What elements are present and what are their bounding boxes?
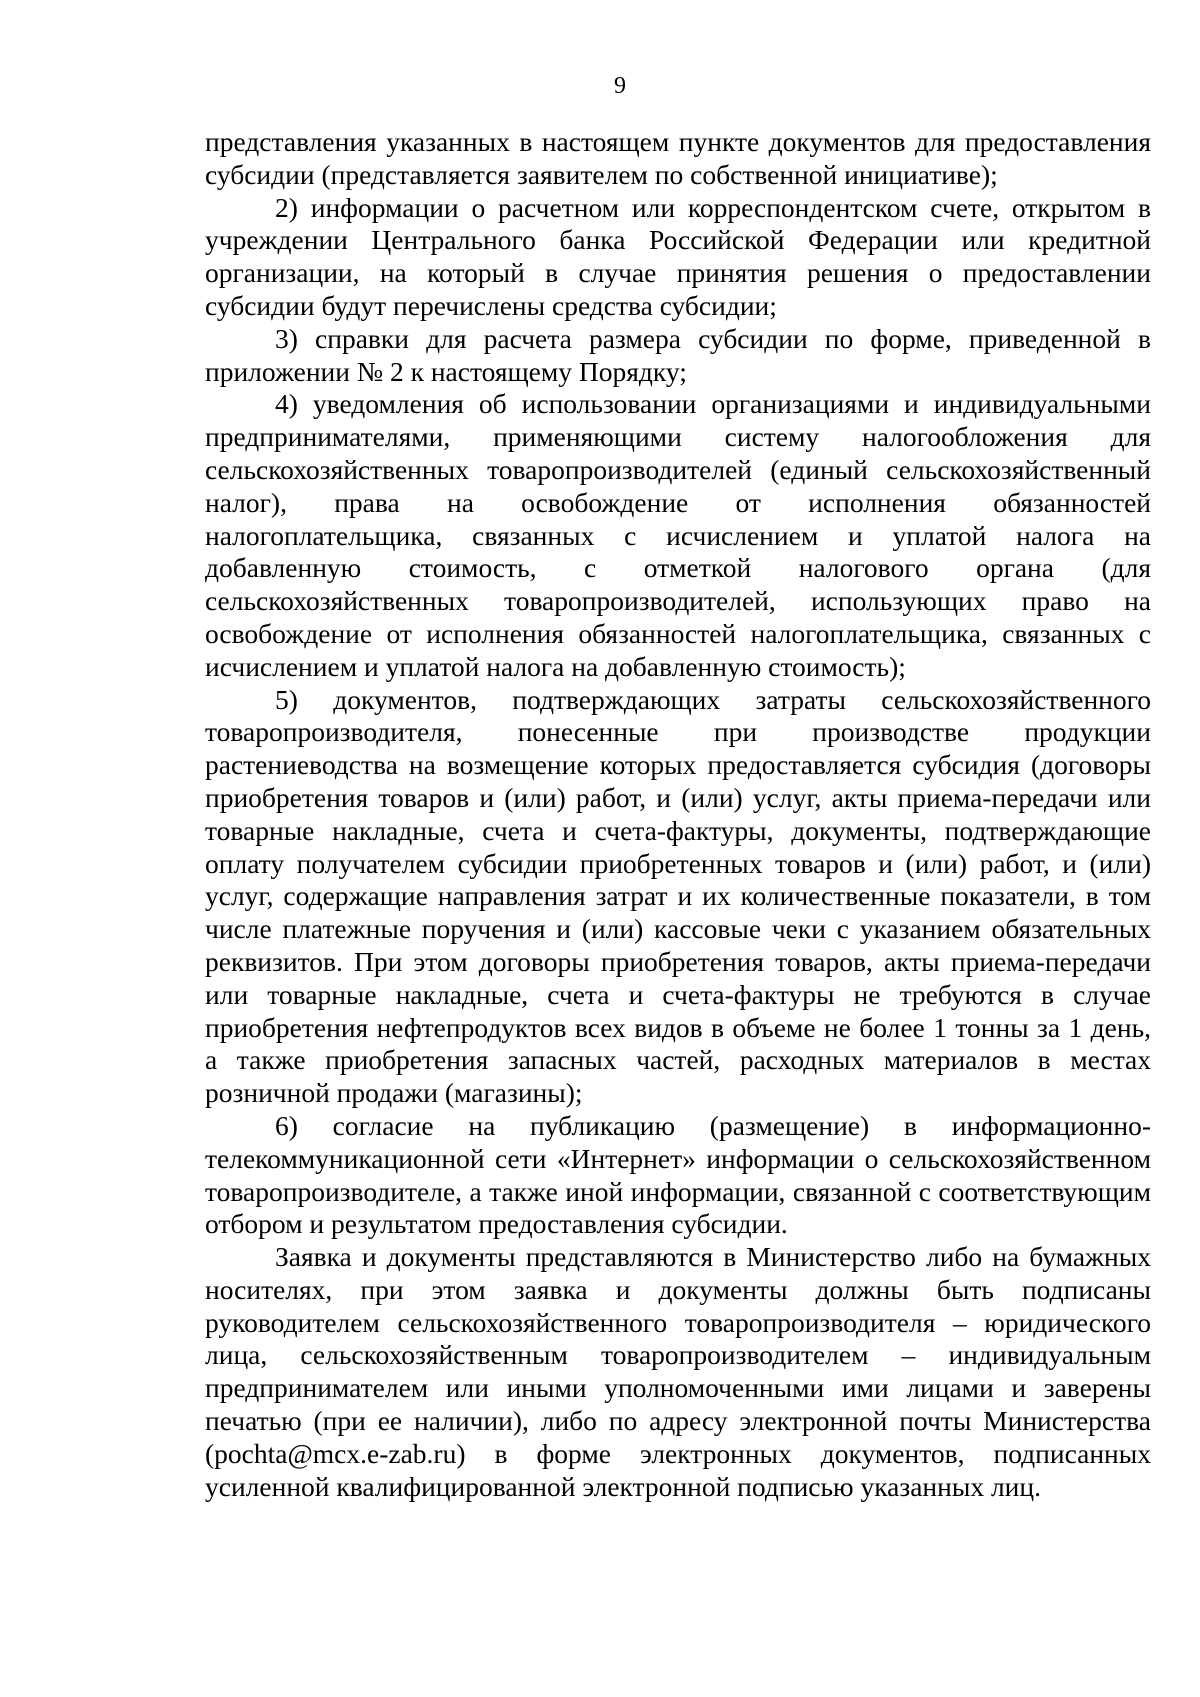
paragraph-item-5: 5) документов, подтверждающих затраты сельскохозяйственного товаропроизводителя, понесенные при производстве продукции растениеводства на возмещение которых предоставляется субсидия (договоры приобретения товаров и (или) работ, и (или) услуг, акты приема-передачи или товарные накладные, счета и счета-фактуры, документы, подтверждающие оплату получателем субсидии приобретенных товаров и (или) работ, и (или) услуг, содержащие направления затрат и их количественные показатели, в том числе платежные поручения и (или) кассовые чеки с указанием обязательных реквизитов. При этом договоры приобретения товаров, акты приема-передачи или товарные накладные, счета и счета-фактуры не требуются в случае приобретения нефтепродуктов всех видов в объеме не более 1 тонны за 1 день, а также приобретения запасных частей, расходных материалов в местах розничной продажи (магазины); [205, 683, 1151, 1109]
paragraph-submission: Заявка и документы представляются в Министерство либо на бумажных носителях, при этом заявка и документы должны быть подписаны руководителем сельскохозяйственного товаропроизводителя – юридического лица, сельскохозяйственным товаропроизводителем – индивидуальным предпринимателем или иными уполномоченными ими лицами и заверены печатью (при ее наличии), либо по адресу электронной почты Министерства (pochta@mcx.e-zab.ru) в форме электронных документов, подписанных усиленной квалифицированной электронной подписью указанных лиц. [205, 1241, 1151, 1502]
document-body [205, 126, 1151, 1503]
paragraph-item-6: 6) согласие на публикацию (размещение) в информационно-телекоммуникационной сети «Интернет» информации о сельскохозяйственном товаропроизводителе, а также иной информации, связанной с соответствующим отбором и результатом предоставления субсидии. [205, 1109, 1151, 1240]
page-number: 9 [614, 73, 626, 99]
paragraph-continuation: представления указанных в настоящем пункте документов для предоставления субсидии (представляется заявителем по собственной инициативе); [205, 126, 1151, 190]
paragraph-item-4: 4) уведомления об использовании организациями и индивидуальными предпринимателями, применяющими систему налогообложения для сельскохозяйственных товаропроизводителей (единый сельскохозяйственный налог), права на освобождение от исполнения обязанностей налогоплательщика, связанных с исчислением и уплатой налога на добавленную стоимость, с отметкой налогового органа (для сельскохозяйственных товаропроизводителей, использующих право на освобождение от исполнения обязанностей налогоплательщика, связанных с исчислением и уплатой налога на добавленную стоимость); [205, 388, 1151, 682]
paragraph-item-2: 2) информации о расчетном или корреспондентском счете, открытом в учреждении Центрального банка Российской Федерации или кредитной организации, на который в случае принятия решения о предоставлении субсидии будут перечислены средства субсидии; [205, 191, 1151, 321]
paragraph-item-3: 3) справки для расчета размера субсидии по форме, приведенной в приложении № 2 к настоящему Порядку; [205, 322, 1151, 387]
